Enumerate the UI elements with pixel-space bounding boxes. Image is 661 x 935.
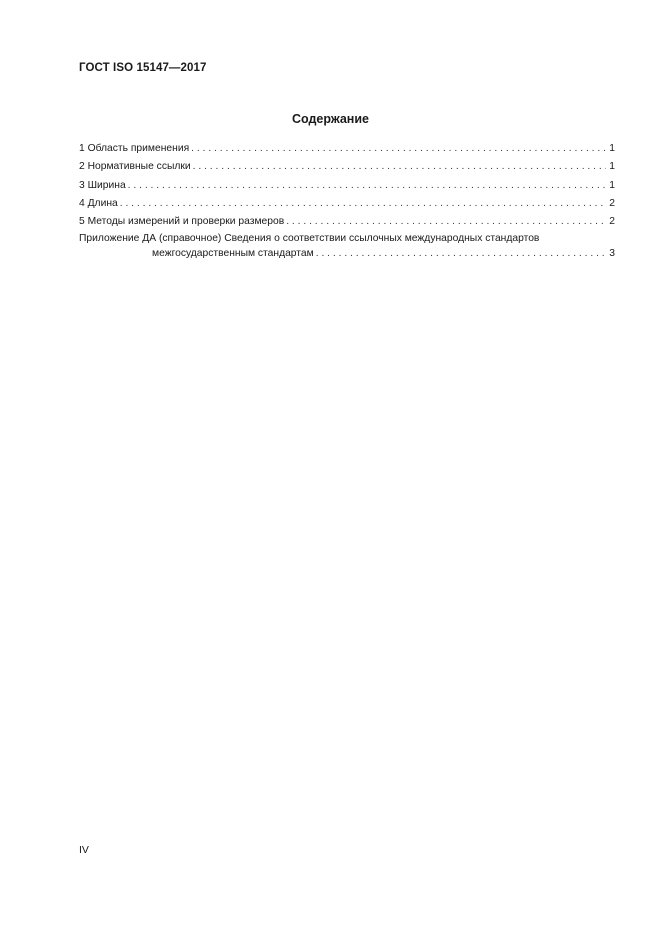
toc-appendix-line1: Приложение ДА (справочное) Сведения о соответствии ссылочных международных стандартов xyxy=(79,233,540,245)
toc-entry-page: 1 xyxy=(609,179,615,191)
toc-entry-label: 2 Нормативные ссылки xyxy=(79,158,193,176)
toc-entry-page: 2 xyxy=(609,197,615,209)
toc-entry-appendix-da[interactable] xyxy=(79,231,615,261)
toc-entry-page: 3 xyxy=(609,248,615,260)
toc-entry-label: 1 Область применения xyxy=(79,140,191,158)
dot-leader xyxy=(193,158,607,176)
toc-entry-page: 1 xyxy=(609,143,615,154)
toc-entry-label: 4 Длина xyxy=(79,195,120,213)
toc-entry-label: 5 Методы измерений и проверки размеров xyxy=(79,213,286,231)
page-title: Содержание xyxy=(291,112,369,126)
toc-entry-measurement-methods[interactable] xyxy=(79,213,615,231)
toc-entry-page: 2 xyxy=(609,216,615,228)
toc-entry-label: 3 Ширина xyxy=(79,177,128,195)
dot-leader xyxy=(316,246,607,261)
toc-entry-length[interactable] xyxy=(79,195,615,213)
toc-entry-scope[interactable] xyxy=(79,140,615,158)
toc-entry-width[interactable] xyxy=(79,177,615,195)
dot-leader xyxy=(120,195,607,213)
dot-leader xyxy=(286,213,606,231)
dot-leader xyxy=(128,177,607,195)
table-of-contents xyxy=(79,140,615,261)
toc-entry-page: 1 xyxy=(609,161,615,173)
page-number: IV xyxy=(79,844,89,856)
toc-entry-normative-references[interactable] xyxy=(79,158,615,176)
dot-leader xyxy=(191,140,606,158)
document-header-code: ГОСТ ISO 15147—2017 xyxy=(79,62,207,74)
toc-appendix-line2: межгосударственным стандартам xyxy=(152,248,314,260)
